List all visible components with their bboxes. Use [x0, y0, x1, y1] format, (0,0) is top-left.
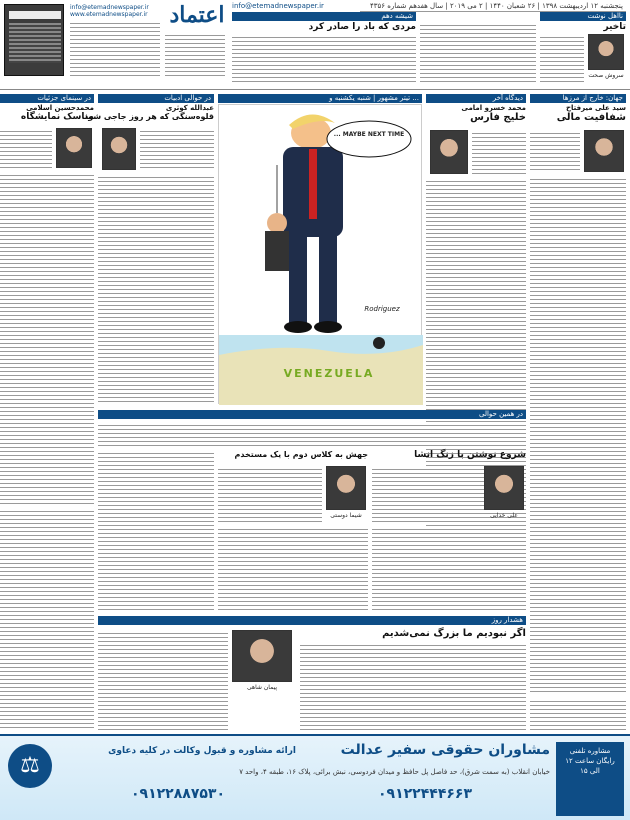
columnist-byline: سید علی میرفتاح	[565, 104, 626, 112]
ad-address: خیابان انقلاب (به سمت شرق)، حد فاصل پل حافظ و میدان فردوسی، نبش برائی، پلاک ١۶، طبقه ۴، واحد ٧	[239, 768, 550, 776]
cinema-column	[0, 104, 94, 504]
top-editorial-body	[232, 34, 416, 82]
ad-phone-2[interactable]: ٠٩١٢٢٨٨٧۵٣٠	[131, 786, 225, 802]
seoul-body-top	[372, 466, 480, 522]
section-cinema-bar: در سینمای جزئیات	[0, 94, 94, 103]
gulf-byline: محمد خسرو امامی	[461, 104, 526, 112]
headline-seoul[interactable]: شروع نوشتن با زنگ انشا	[414, 450, 526, 460]
seoul-byline: علی خدایی	[490, 512, 518, 519]
headline-gulf[interactable]: خلیج فارس	[470, 112, 526, 123]
bottom-body-left	[98, 630, 228, 730]
section-view-bar: دیدگاه آخر	[426, 94, 526, 103]
headline-literary[interactable]: قلوه‌سنگی که هر روز جاجی شود	[84, 112, 214, 121]
top-right-byline: سروش صحت	[588, 72, 624, 79]
top-right-body-2	[540, 34, 584, 82]
jahan-column	[530, 104, 626, 694]
masthead-website[interactable]: www.etemadnewspaper.ir	[70, 11, 148, 18]
section-literary-bar: در حوالی ادبیات	[98, 94, 214, 103]
cinema-body-top	[0, 128, 52, 168]
gulf-body-top	[472, 130, 526, 174]
literary-author-photo	[102, 128, 136, 170]
literary-body	[98, 174, 214, 404]
headline-top-right[interactable]: تاخیر	[603, 22, 626, 32]
cartoon	[218, 104, 422, 404]
top-right-body	[420, 22, 536, 82]
headline-top-editorial[interactable]: مردی که باد را صادر کرد	[308, 22, 416, 32]
masthead-credits	[70, 20, 160, 78]
section-mid-bar: در همین حوالی	[98, 410, 526, 419]
cartoon-speech-text: ... MAYBE NEXT TIME	[333, 131, 405, 138]
cartoon-signature: Rodriguez	[364, 305, 400, 313]
seoul-author-photo	[484, 466, 524, 510]
columnist-photo	[584, 130, 624, 172]
masthead-thumbnail	[4, 4, 64, 76]
ad-subtitle: ارائه مشاوره و قبول وکالت در کلیه دعاوی	[108, 746, 296, 756]
bottom-body-right	[300, 642, 526, 730]
headline-cinema[interactable]: مناسک نمایشگاه	[20, 112, 94, 122]
bottom-byline: پیمان شاهی	[246, 684, 278, 691]
headline-kelas[interactable]: جهش به کلاس دوم با یک مستخدم	[234, 450, 368, 459]
legal-ad-banner[interactable]	[0, 734, 630, 820]
mid-left-body	[98, 450, 214, 610]
ad-badge: مشاوره تلفنی رایگان ساعت ١٢ الی ١۵	[556, 742, 624, 816]
mid-intro-body	[98, 422, 526, 446]
kelas-byline: شیما دوستی	[330, 512, 362, 519]
columnist-body	[530, 130, 580, 172]
ad-phone-1[interactable]: ٠٩١٢٢۴۴۴۶۶٣	[378, 786, 472, 802]
ad-title: مشاوران حقوقی سفیر عدالت	[340, 742, 550, 758]
section-doubt-bar: نااهل نوشت	[540, 12, 626, 21]
section-editorial-bar: شیشه دهم	[232, 12, 416, 21]
masthead	[0, 0, 630, 90]
kelas-author-photo	[326, 466, 366, 510]
seoul-body	[372, 526, 526, 610]
top-right-author-photo	[588, 34, 624, 70]
jahan-bottom-body	[530, 698, 626, 730]
cinema-body	[0, 172, 94, 504]
masthead-header-email[interactable]: info@etemadnewspaper.ir	[232, 2, 324, 10]
masthead-logo: اعتماد	[169, 2, 225, 28]
gulf-author-photo	[430, 130, 468, 174]
literary-column	[84, 104, 214, 404]
section-bottom-bar: هشدار روز	[98, 616, 526, 625]
masthead-email[interactable]: info@etemadnewspaper.ir	[70, 4, 149, 11]
section-jahan-bar: جهان: خارج از مرزها	[530, 94, 626, 103]
section-weekly-bar: تیتر مشهور | شنبه یکشنبه و ...	[218, 94, 422, 103]
cinema-author-photo	[56, 128, 92, 168]
headline-columnist[interactable]: شفافیت مالی	[556, 112, 626, 123]
bottom-author-photo	[232, 630, 292, 682]
cartoon-country-label: VENEZUELA	[283, 367, 375, 380]
cinema-byline: محمدحسین اسلامی	[26, 104, 94, 112]
kelas-body-top	[218, 466, 322, 522]
masthead-staff-list	[165, 32, 225, 76]
literary-byline: عبدالله کوثری	[165, 104, 214, 112]
jahan-body	[530, 176, 626, 694]
literary-body-top	[140, 128, 214, 170]
ad-logo-icon: ⚖	[8, 744, 52, 788]
masthead-date-bar: پنجشنبه ١٢ اردیبهشت ١٣٩٨ | ٢۶ شعبان ١۴۴٠ | ٢ می ٢٠١٩ | سال هفدهم شماره ۴٣۵۶	[360, 2, 626, 12]
seoul-article	[372, 450, 526, 610]
cartoon-illustration	[219, 105, 423, 405]
kelas-body	[218, 526, 368, 610]
kelas-article	[218, 450, 368, 610]
cinema-continued-body	[0, 508, 94, 728]
headline-bottom[interactable]: اگر نبودیم ما بزرگ نمی‌شدیم	[382, 628, 526, 639]
